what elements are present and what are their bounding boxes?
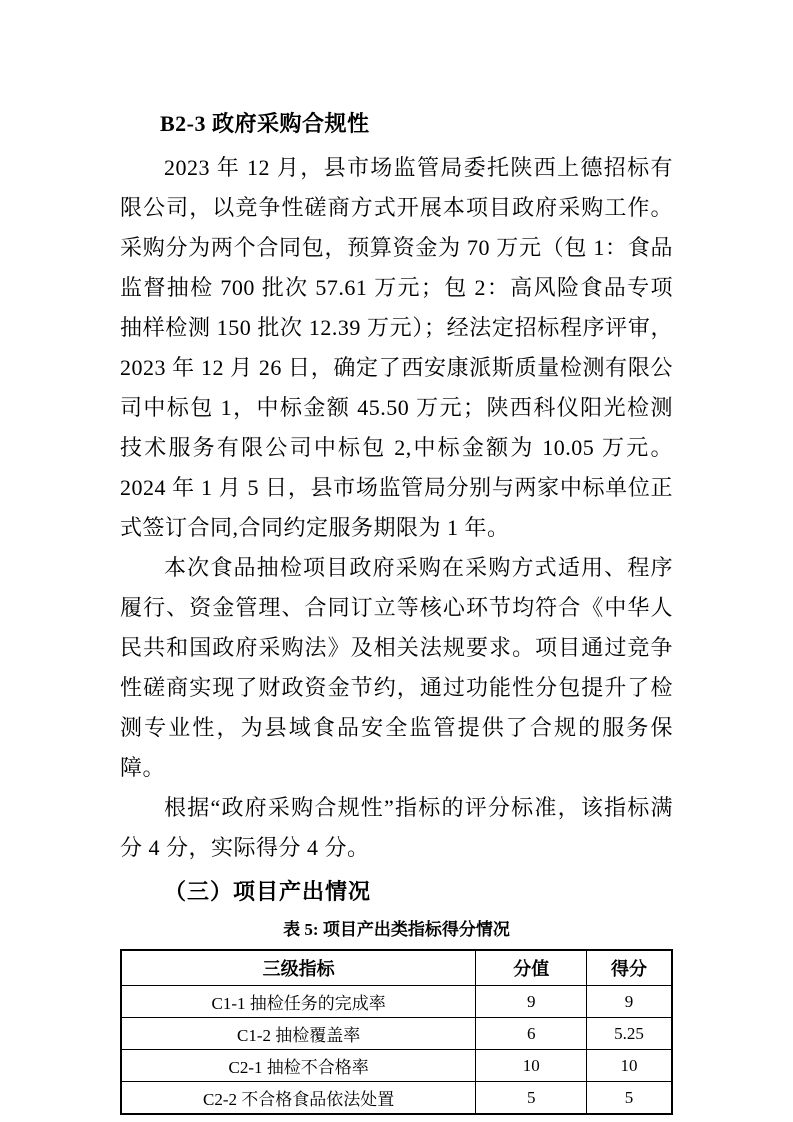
heading-b2-3: B2-3 政府采购合规性 xyxy=(160,111,370,136)
actual-score-cell: 10 xyxy=(587,1050,672,1082)
actual-score-cell: 5 xyxy=(587,1082,672,1115)
paragraph-compliance-summary: 本次食品抽检项目政府采购在采购方式适用、程序履行、资金管理、合同订立等核心环节均符合《中华人民共和国政府采购法》及相关法规要求。项目通过竞争性磋商实现了财政资金节约，通过功能性分包提升了检测专业性，为县域食品安全监管提供了合规的服务保障。 xyxy=(120,555,673,780)
max-score-cell: 9 xyxy=(476,986,587,1018)
column-header-actual-score: 得分 xyxy=(587,950,672,986)
table-row xyxy=(121,986,672,1018)
project-output-score-table xyxy=(120,949,673,1115)
indicator-name-cell: C1-1 抽检任务的完成率 xyxy=(121,986,476,1018)
indicator-name-cell: C1-2 抽检覆盖率 xyxy=(121,1018,476,1050)
actual-score-cell: 9 xyxy=(587,986,672,1018)
indicator-name-cell: C2-2 不合格食品依法处置 xyxy=(121,1082,476,1115)
table-row xyxy=(121,1050,672,1082)
table-row xyxy=(121,1018,672,1050)
table-row xyxy=(121,1082,672,1115)
indicator-name-cell: C2-1 抽检不合格率 xyxy=(121,1050,476,1082)
table-5-caption: 表 5: 项目产出类指标得分情况 xyxy=(283,920,510,939)
actual-score-cell: 5.25 xyxy=(587,1018,672,1050)
paragraph-procurement-process: 2023 年 12 月，县市场监管局委托陕西上德招标有限公司，以竞争性磋商方式开展本项目政府采购工作。采购分为两个合同包，预算资金为 70 万元（包 1：食品监督抽检 700 批次 57.61 万元；包 2：高风险食品专项抽样检测 150 批次 12.39 万元）；经法定招标程序评审，2023 年 12 月 26 日，确定了西安康派斯质量检测有限公司中标包 1，中标金额 45.50 万元；陕西科仪阳光检测技术服务有限公司中标包 2,中标金额为 10.05 万元。2024 年 1 月 5 日，县市场监管局分别与两家中标单位正式签订合同,合同约定服务期限为 1 年。 xyxy=(120,155,673,540)
table-header-row xyxy=(121,950,672,986)
max-score-cell: 10 xyxy=(476,1050,587,1082)
column-header-indicator: 三级指标 xyxy=(121,950,476,986)
heading-section-3-project-output: （三）项目产出情况 xyxy=(164,879,372,904)
column-header-max-score: 分值 xyxy=(476,950,587,986)
max-score-cell: 6 xyxy=(476,1018,587,1050)
max-score-cell: 5 xyxy=(476,1082,587,1115)
paragraph-score-statement: 根据“政府采购合规性”指标的评分标准，该指标满分 4 分，实际得分 4 分。 xyxy=(120,795,673,860)
